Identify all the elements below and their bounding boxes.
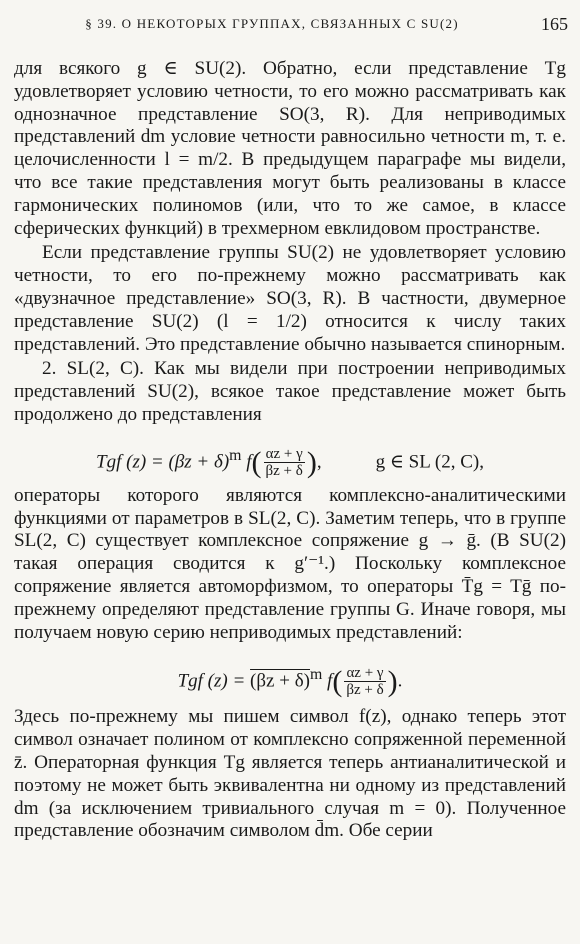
formula-2-rparen: ) xyxy=(387,665,398,699)
formula-2-num: αz + γ xyxy=(346,665,384,682)
formula-1-condition: g ∈ SL (2, C), xyxy=(375,451,484,473)
formula-1-rparen: ) xyxy=(306,445,317,479)
formula-2-lhs: Tgf (z) = xyxy=(177,670,251,692)
formula-1-fraction xyxy=(264,446,305,480)
page-number: 165 xyxy=(541,14,568,34)
formula-1-num: αz + γ xyxy=(265,445,303,462)
running-head: § 39. О НЕКОТОРЫХ ГРУППАХ, СВЯЗАННЫХ С SU(2) xyxy=(85,16,459,31)
formula-2-end: . xyxy=(397,670,403,692)
formula-2-exp: m xyxy=(309,666,323,684)
paragraph-1: для всякого g ∈ SU(2). Обратно, если представление Tg удовлетворяет условию четности, то его можно рассматривать как однозначное представление SO(3, R). Для неприводимых представлений dm условие четности равносильно четности m, т. е. целочисленности l = m/2. В предыдущем параграфе мы видели, что все такие представления могут быть реализованы в классе гармонических полиномов (или, что то же самое, в классе сферических функций) в трехмерном евклидовом пространстве. xyxy=(14,58,566,239)
page-header xyxy=(0,14,580,38)
formula-1-den: βz + δ xyxy=(265,462,303,479)
formula-1-fn: f xyxy=(246,451,252,473)
formula-2 xyxy=(14,644,566,706)
formula-2-den: βz + δ xyxy=(346,682,384,699)
paragraph-5: Здесь по-прежнему мы пишем символ f(z), однако теперь этот символ означает полином от комплексно сопряженной переменной z̄. Операторная функция Tg является теперь антианалитической и поэтому не может быть эквивалентна ни одному из представлений dm (за исключением тривиального случая m = 0). Полученное представление обозначим символом d̄m. Обе серии xyxy=(14,706,566,842)
formula-1: Tgf $(z) = (\beta z + \delta)^m$ $f( \frac{\alpha z + \gamma}{\beta z + \delta})$, g ∈ SL (2, C), xyxy=(96,445,484,479)
formula-2-fn: f xyxy=(327,670,333,692)
formula-1-exp: m xyxy=(229,446,242,464)
formula-1-lparen: ( xyxy=(251,445,262,479)
formula-1-lhs: Tgf (z) = (βz + δ) xyxy=(96,451,230,473)
formula-2-conj: (βz + δ) xyxy=(250,670,310,692)
paragraph-4: операторы которого являются комплексно-аналитическими функциями от параметров в SL(2, C). Заметим теперь, что в группе SL(2, C) существует комплексное сопряжение g → ḡ. (В SU(2) такая операция сводится к g′⁻¹.) Поскольку комплексное сопряжение является автоморфизмом, то операторы T̄g = Tḡ по-прежнему определяют представление группы G. Иначе говоря, мы получаем новую серию неприводимых представлений: xyxy=(14,484,566,643)
paragraph-2: Если представление группы SU(2) не удовлетворяет условию четности, то его по-прежнему можно рассматривать как «двузначное представление» SO(3, R). В частности, двумерное представление SU(2) (l = 1/2) относится к числу таких представлений. Это представление обычно называется спинорным. xyxy=(14,242,566,355)
formula-2-lparen: ( xyxy=(332,665,343,699)
paragraph-3: 2. SL(2, C). Как мы видели при построении неприводимых представлений SU(2), всякое такое представление может быть продолжено до представления xyxy=(14,358,566,425)
page-body xyxy=(14,58,566,843)
formula-2-fraction xyxy=(344,665,385,699)
